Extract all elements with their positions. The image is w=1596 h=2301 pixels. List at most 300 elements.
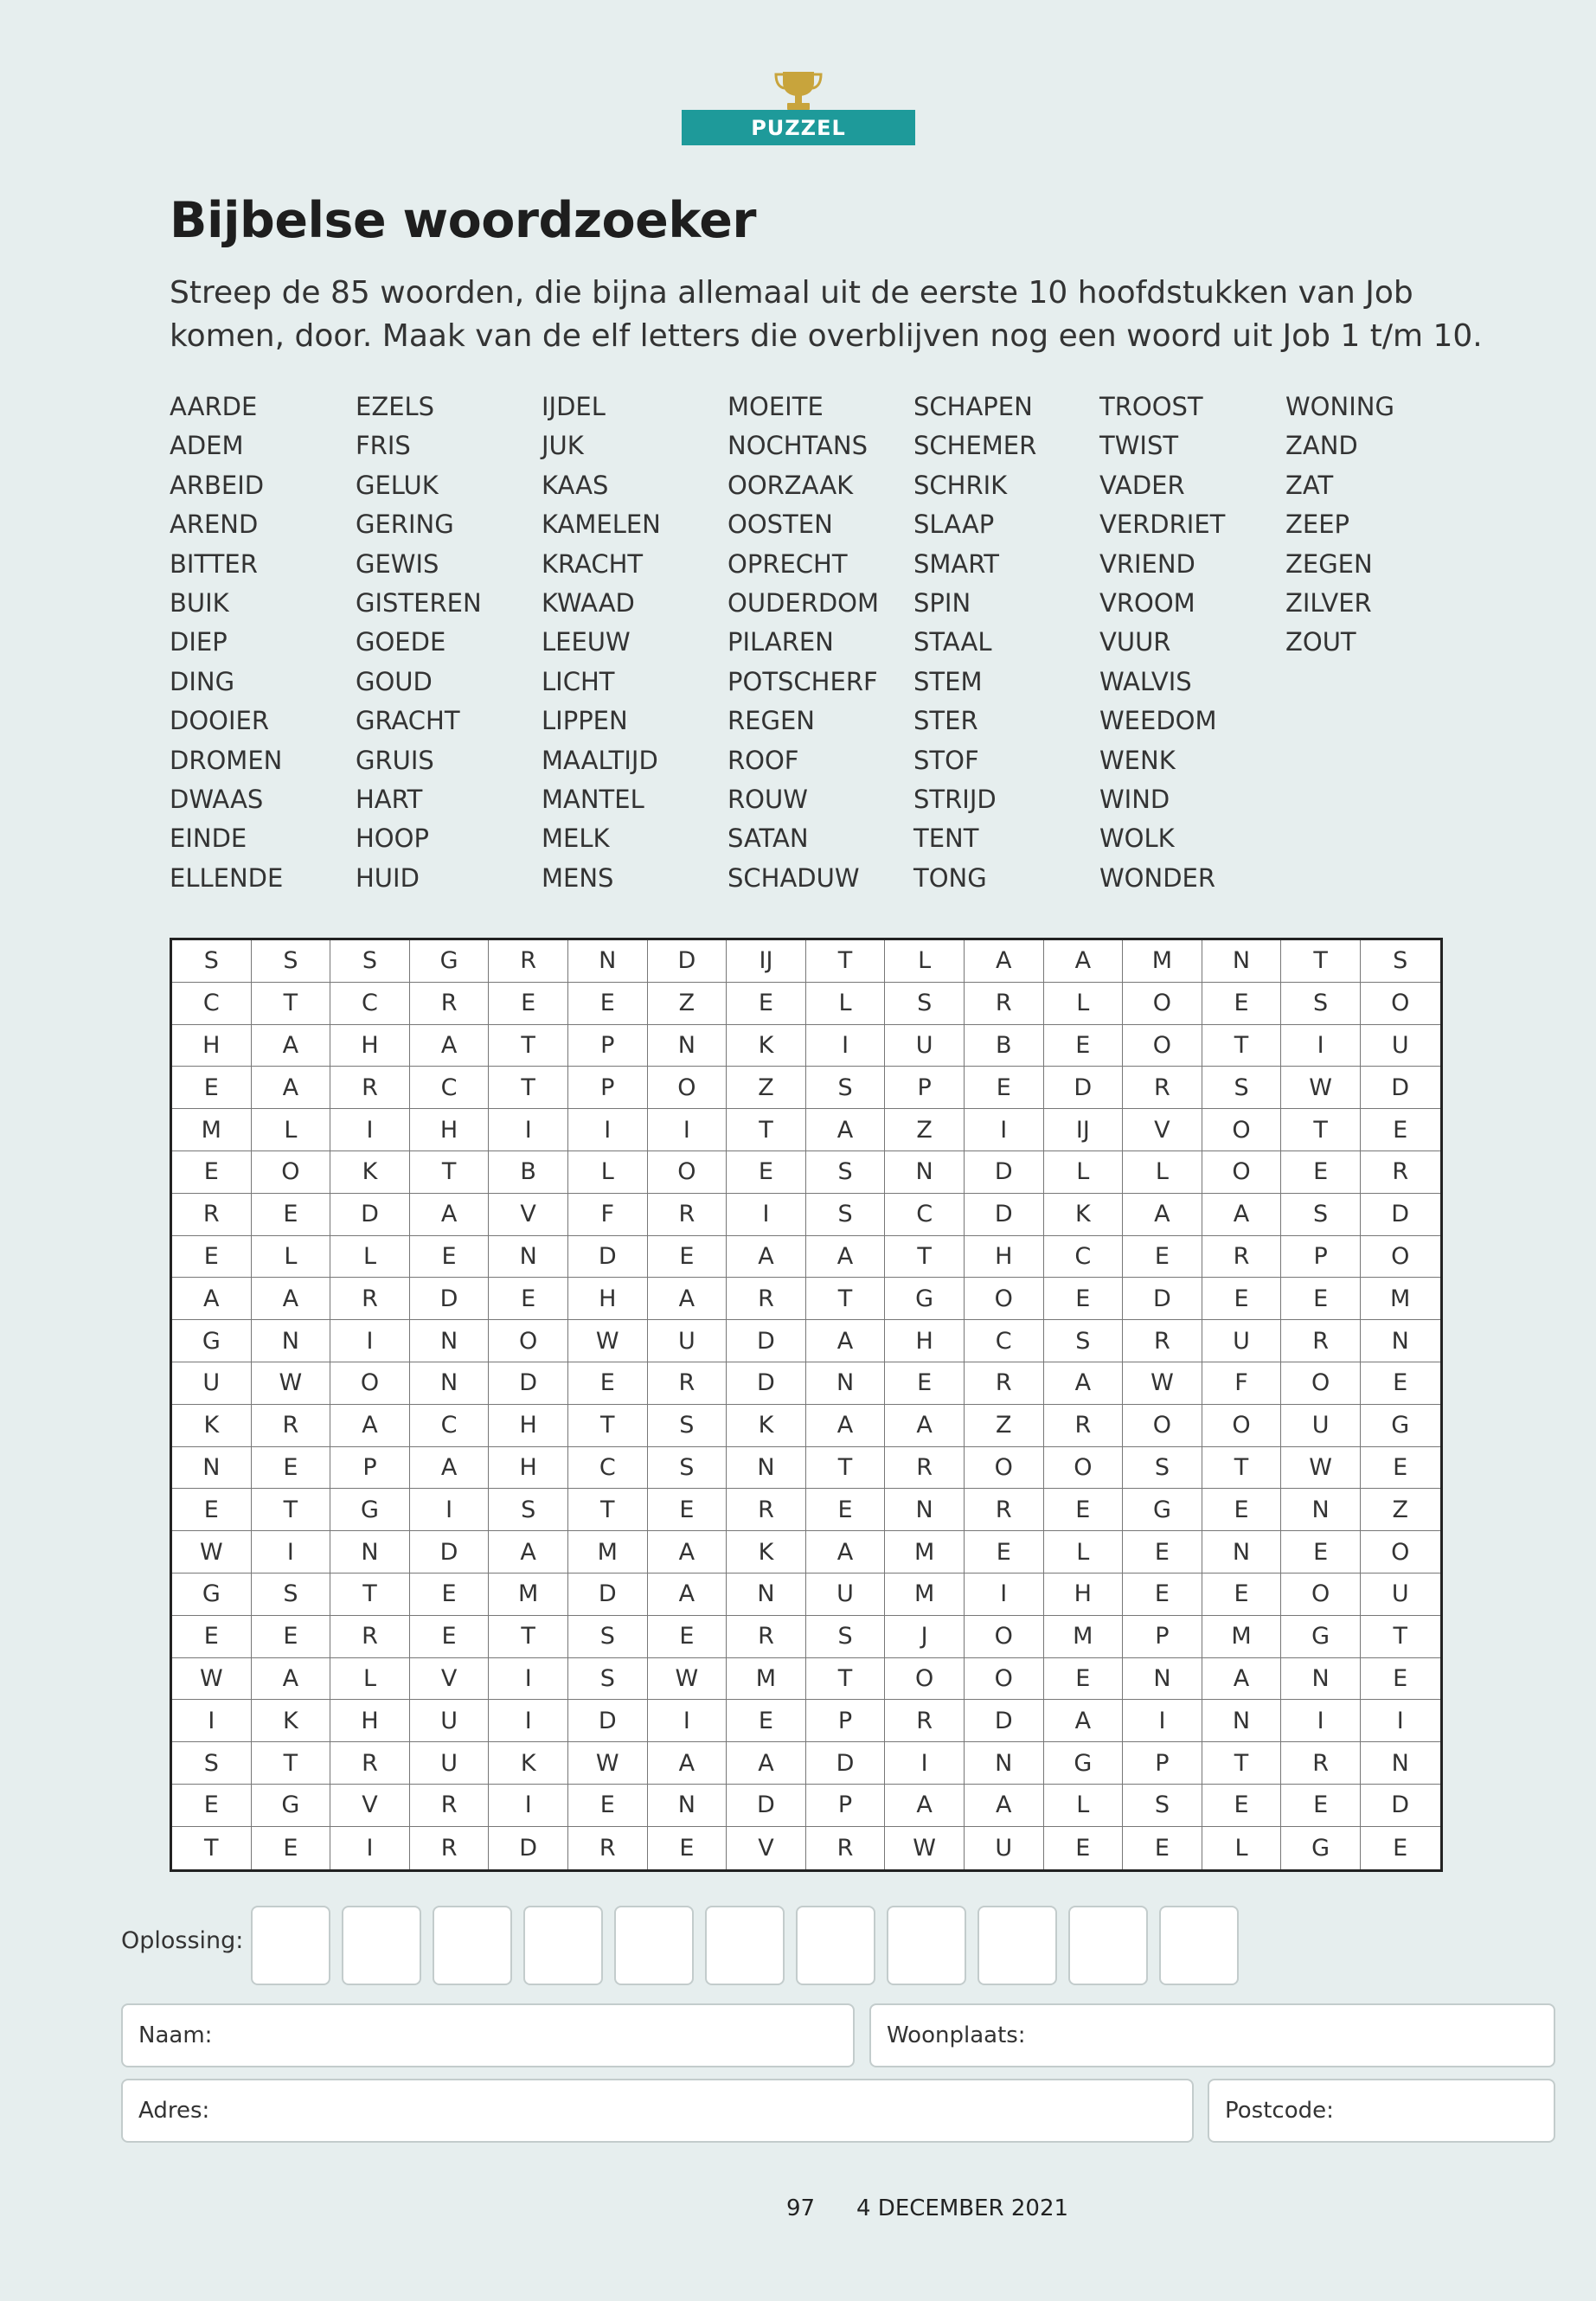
grid-cell[interactable]: C — [410, 1405, 490, 1447]
grid-cell[interactable]: A — [806, 1236, 886, 1279]
grid-cell[interactable]: R — [410, 983, 490, 1025]
grid-cell[interactable]: G — [252, 1785, 331, 1827]
name-field[interactable] — [121, 2003, 855, 2067]
grid-cell[interactable]: R — [330, 1742, 410, 1785]
grid-cell[interactable]: C — [965, 1320, 1044, 1362]
grid-cell[interactable]: N — [727, 1574, 806, 1616]
grid-cell[interactable]: I — [568, 1109, 648, 1151]
grid-cell[interactable]: C — [885, 1194, 965, 1236]
grid-cell[interactable]: E — [410, 1574, 490, 1616]
grid-cell[interactable]: O — [489, 1320, 568, 1362]
grid-cell[interactable]: R — [965, 1362, 1044, 1405]
postcode-field[interactable] — [1208, 2079, 1555, 2143]
grid-cell[interactable]: E — [727, 1700, 806, 1742]
grid-cell[interactable]: D — [965, 1151, 1044, 1194]
grid-cell[interactable]: T — [568, 1489, 648, 1531]
grid-cell[interactable]: M — [489, 1574, 568, 1616]
grid-cell[interactable]: R — [330, 1067, 410, 1109]
grid-cell[interactable]: O — [1361, 983, 1440, 1025]
grid-cell[interactable]: D — [568, 1700, 648, 1742]
grid-cell[interactable]: U — [1202, 1320, 1282, 1362]
grid-cell[interactable]: U — [410, 1742, 490, 1785]
grid-cell[interactable]: D — [489, 1362, 568, 1405]
grid-cell[interactable]: E — [648, 1236, 727, 1279]
grid-cell[interactable]: L — [885, 940, 965, 983]
grid-cell[interactable]: W — [252, 1362, 331, 1405]
grid-cell[interactable]: N — [885, 1151, 965, 1194]
grid-cell[interactable]: I — [806, 1025, 886, 1067]
grid-cell[interactable]: G — [172, 1320, 252, 1362]
grid-cell[interactable]: D — [727, 1362, 806, 1405]
grid-cell[interactable]: E — [1202, 983, 1282, 1025]
grid-cell[interactable]: R — [1281, 1320, 1361, 1362]
grid-cell[interactable]: D — [1123, 1278, 1202, 1320]
grid-cell[interactable]: B — [965, 1025, 1044, 1067]
solution-box[interactable] — [977, 1906, 1057, 1985]
grid-cell[interactable]: N — [806, 1362, 886, 1405]
grid-cell[interactable]: K — [1044, 1194, 1124, 1236]
grid-cell[interactable]: N — [172, 1447, 252, 1490]
grid-cell[interactable]: L — [1044, 1151, 1124, 1194]
grid-cell[interactable]: U — [885, 1025, 965, 1067]
grid-cell[interactable]: T — [1361, 1616, 1440, 1658]
grid-cell[interactable]: A — [1202, 1194, 1282, 1236]
grid-cell[interactable]: D — [410, 1531, 490, 1574]
grid-cell[interactable]: A — [1044, 940, 1124, 983]
grid-cell[interactable]: V — [1123, 1109, 1202, 1151]
grid-cell[interactable]: E — [965, 1531, 1044, 1574]
grid-cell[interactable]: E — [252, 1447, 331, 1490]
grid-cell[interactable]: N — [410, 1362, 490, 1405]
grid-cell[interactable]: A — [648, 1742, 727, 1785]
grid-cell[interactable]: E — [252, 1827, 331, 1869]
grid-cell[interactable]: U — [1281, 1405, 1361, 1447]
grid-cell[interactable]: E — [489, 1278, 568, 1320]
grid-cell[interactable]: A — [727, 1742, 806, 1785]
grid-cell[interactable]: N — [1361, 1742, 1440, 1785]
grid-cell[interactable]: G — [410, 940, 490, 983]
grid-cell[interactable]: E — [1123, 1827, 1202, 1869]
grid-cell[interactable]: E — [965, 1067, 1044, 1109]
grid-cell[interactable]: IJ — [727, 940, 806, 983]
solution-box[interactable] — [1159, 1906, 1239, 1985]
grid-cell[interactable]: L — [1123, 1151, 1202, 1194]
grid-cell[interactable]: G — [1044, 1742, 1124, 1785]
grid-cell[interactable]: D — [1361, 1067, 1440, 1109]
grid-cell[interactable]: E — [648, 1616, 727, 1658]
grid-cell[interactable]: O — [1361, 1531, 1440, 1574]
grid-cell[interactable]: E — [1044, 1827, 1124, 1869]
grid-cell[interactable]: S — [885, 983, 965, 1025]
grid-cell[interactable]: E — [568, 983, 648, 1025]
grid-cell[interactable]: A — [965, 940, 1044, 983]
grid-cell[interactable]: A — [1044, 1700, 1124, 1742]
grid-cell[interactable]: E — [885, 1362, 965, 1405]
grid-cell[interactable]: O — [1281, 1362, 1361, 1405]
grid-cell[interactable]: E — [1123, 1531, 1202, 1574]
grid-cell[interactable]: K — [727, 1405, 806, 1447]
grid-cell[interactable]: S — [806, 1067, 886, 1109]
grid-cell[interactable]: E — [1202, 1785, 1282, 1827]
grid-cell[interactable]: I — [1281, 1025, 1361, 1067]
grid-cell[interactable]: A — [648, 1278, 727, 1320]
grid-cell[interactable]: Z — [648, 983, 727, 1025]
grid-cell[interactable]: I — [330, 1109, 410, 1151]
grid-cell[interactable]: S — [252, 940, 331, 983]
grid-cell[interactable]: N — [252, 1320, 331, 1362]
grid-cell[interactable]: K — [330, 1151, 410, 1194]
grid-cell[interactable]: A — [806, 1109, 886, 1151]
grid-cell[interactable]: S — [1361, 940, 1440, 983]
grid-cell[interactable]: E — [252, 1616, 331, 1658]
grid-cell[interactable]: T — [806, 1658, 886, 1701]
grid-cell[interactable]: E — [568, 1362, 648, 1405]
grid-cell[interactable]: N — [727, 1447, 806, 1490]
grid-cell[interactable]: W — [172, 1658, 252, 1701]
grid-cell[interactable]: D — [965, 1194, 1044, 1236]
grid-cell[interactable]: W — [568, 1320, 648, 1362]
grid-cell[interactable]: A — [648, 1574, 727, 1616]
grid-cell[interactable]: N — [1202, 1700, 1282, 1742]
grid-cell[interactable]: M — [1202, 1616, 1282, 1658]
grid-cell[interactable]: E — [1202, 1278, 1282, 1320]
grid-cell[interactable]: C — [172, 983, 252, 1025]
grid-cell[interactable]: T — [330, 1574, 410, 1616]
grid-cell[interactable]: N — [1281, 1489, 1361, 1531]
grid-cell[interactable]: A — [252, 1025, 331, 1067]
grid-cell[interactable]: S — [568, 1658, 648, 1701]
grid-cell[interactable]: N — [965, 1742, 1044, 1785]
grid-cell[interactable]: D — [965, 1700, 1044, 1742]
grid-cell[interactable]: I — [489, 1700, 568, 1742]
grid-cell[interactable]: I — [489, 1785, 568, 1827]
grid-cell[interactable]: N — [1123, 1658, 1202, 1701]
grid-cell[interactable]: O — [885, 1658, 965, 1701]
grid-cell[interactable]: T — [1281, 940, 1361, 983]
grid-cell[interactable]: E — [648, 1489, 727, 1531]
grid-cell[interactable]: P — [806, 1700, 886, 1742]
grid-cell[interactable]: P — [1281, 1236, 1361, 1279]
grid-cell[interactable]: H — [410, 1109, 490, 1151]
grid-cell[interactable]: R — [727, 1616, 806, 1658]
grid-cell[interactable]: R — [806, 1827, 886, 1869]
grid-cell[interactable]: C — [410, 1067, 490, 1109]
grid-cell[interactable]: P — [568, 1025, 648, 1067]
grid-cell[interactable]: E — [1281, 1531, 1361, 1574]
solution-box[interactable] — [433, 1906, 512, 1985]
grid-cell[interactable]: U — [1361, 1574, 1440, 1616]
grid-cell[interactable]: O — [1281, 1574, 1361, 1616]
grid-cell[interactable]: N — [1361, 1320, 1440, 1362]
grid-cell[interactable]: D — [568, 1574, 648, 1616]
solution-box[interactable] — [705, 1906, 785, 1985]
grid-cell[interactable]: E — [568, 1785, 648, 1827]
grid-cell[interactable]: U — [806, 1574, 886, 1616]
grid-cell[interactable]: S — [648, 1405, 727, 1447]
grid-cell[interactable]: G — [1281, 1616, 1361, 1658]
grid-cell[interactable]: O — [965, 1658, 1044, 1701]
grid-cell[interactable]: T — [1202, 1447, 1282, 1490]
grid-cell[interactable]: O — [1202, 1151, 1282, 1194]
grid-cell[interactable]: V — [330, 1785, 410, 1827]
grid-cell[interactable]: E — [172, 1785, 252, 1827]
grid-cell[interactable]: L — [1202, 1827, 1282, 1869]
grid-cell[interactable]: L — [806, 983, 886, 1025]
grid-cell[interactable]: I — [489, 1658, 568, 1701]
grid-cell[interactable]: T — [489, 1616, 568, 1658]
grid-cell[interactable]: T — [489, 1067, 568, 1109]
grid-cell[interactable]: I — [330, 1827, 410, 1869]
grid-cell[interactable]: E — [172, 1489, 252, 1531]
grid-cell[interactable]: R — [965, 983, 1044, 1025]
grid-cell[interactable]: E — [1123, 1574, 1202, 1616]
address-field[interactable] — [121, 2079, 1194, 2143]
grid-cell[interactable]: R — [330, 1616, 410, 1658]
grid-cell[interactable]: T — [410, 1151, 490, 1194]
grid-cell[interactable]: A — [806, 1531, 886, 1574]
grid-cell[interactable]: R — [410, 1827, 490, 1869]
grid-cell[interactable]: G — [330, 1489, 410, 1531]
grid-cell[interactable]: G — [1123, 1489, 1202, 1531]
grid-cell[interactable]: O — [1202, 1109, 1282, 1151]
grid-cell[interactable]: H — [330, 1025, 410, 1067]
grid-cell[interactable]: S — [1281, 983, 1361, 1025]
grid-cell[interactable]: T — [252, 983, 331, 1025]
grid-cell[interactable]: E — [1361, 1447, 1440, 1490]
grid-cell[interactable]: K — [252, 1700, 331, 1742]
grid-cell[interactable]: R — [489, 940, 568, 983]
grid-cell[interactable]: M — [568, 1531, 648, 1574]
grid-cell[interactable]: O — [965, 1278, 1044, 1320]
grid-cell[interactable]: R — [965, 1489, 1044, 1531]
grid-cell[interactable]: K — [727, 1025, 806, 1067]
grid-cell[interactable]: I — [1281, 1700, 1361, 1742]
grid-cell[interactable]: R — [1044, 1405, 1124, 1447]
grid-cell[interactable]: O — [1361, 1236, 1440, 1279]
grid-cell[interactable]: O — [965, 1447, 1044, 1490]
grid-cell[interactable]: S — [330, 940, 410, 983]
grid-cell[interactable]: S — [1123, 1785, 1202, 1827]
grid-cell[interactable]: E — [727, 983, 806, 1025]
grid-cell[interactable]: W — [1281, 1447, 1361, 1490]
grid-cell[interactable]: T — [252, 1742, 331, 1785]
grid-cell[interactable]: L — [330, 1236, 410, 1279]
grid-cell[interactable]: E — [172, 1236, 252, 1279]
grid-cell[interactable]: U — [172, 1362, 252, 1405]
solution-box[interactable] — [614, 1906, 694, 1985]
grid-cell[interactable]: N — [568, 940, 648, 983]
grid-cell[interactable]: E — [1202, 1574, 1282, 1616]
grid-cell[interactable]: D — [330, 1194, 410, 1236]
grid-cell[interactable]: G — [1361, 1405, 1440, 1447]
grid-cell[interactable]: D — [648, 940, 727, 983]
grid-cell[interactable]: A — [410, 1025, 490, 1067]
grid-cell[interactable]: T — [172, 1827, 252, 1869]
grid-cell[interactable]: O — [330, 1362, 410, 1405]
grid-cell[interactable]: P — [1123, 1742, 1202, 1785]
grid-cell[interactable]: E — [1123, 1236, 1202, 1279]
grid-cell[interactable]: E — [1044, 1025, 1124, 1067]
grid-cell[interactable]: T — [806, 1278, 886, 1320]
grid-cell[interactable]: R — [172, 1194, 252, 1236]
grid-cell[interactable]: W — [568, 1742, 648, 1785]
grid-cell[interactable]: P — [330, 1447, 410, 1490]
grid-cell[interactable]: R — [885, 1447, 965, 1490]
grid-cell[interactable]: D — [568, 1236, 648, 1279]
grid-cell[interactable]: I — [965, 1109, 1044, 1151]
grid-cell[interactable]: E — [410, 1236, 490, 1279]
grid-cell[interactable]: E — [489, 983, 568, 1025]
grid-cell[interactable]: S — [1044, 1320, 1124, 1362]
grid-cell[interactable]: T — [727, 1109, 806, 1151]
solution-box[interactable] — [523, 1906, 603, 1985]
grid-cell[interactable]: A — [727, 1236, 806, 1279]
grid-cell[interactable]: A — [410, 1447, 490, 1490]
grid-cell[interactable]: N — [1202, 1531, 1282, 1574]
grid-cell[interactable]: L — [1044, 1785, 1124, 1827]
grid-cell[interactable]: H — [568, 1278, 648, 1320]
grid-cell[interactable]: A — [252, 1658, 331, 1701]
grid-cell[interactable]: E — [1044, 1278, 1124, 1320]
grid-cell[interactable]: T — [1202, 1742, 1282, 1785]
grid-cell[interactable]: O — [648, 1151, 727, 1194]
grid-cell[interactable]: S — [806, 1194, 886, 1236]
grid-cell[interactable]: A — [410, 1194, 490, 1236]
grid-cell[interactable]: R — [1281, 1742, 1361, 1785]
grid-cell[interactable]: A — [1202, 1658, 1282, 1701]
grid-cell[interactable]: E — [1281, 1785, 1361, 1827]
grid-cell[interactable]: S — [172, 940, 252, 983]
grid-cell[interactable]: R — [568, 1827, 648, 1869]
grid-cell[interactable]: T — [885, 1236, 965, 1279]
grid-cell[interactable]: O — [1123, 983, 1202, 1025]
grid-cell[interactable]: M — [727, 1658, 806, 1701]
grid-cell[interactable]: M — [885, 1531, 965, 1574]
grid-cell[interactable]: E — [172, 1067, 252, 1109]
grid-cell[interactable]: T — [489, 1025, 568, 1067]
solution-box[interactable] — [1068, 1906, 1148, 1985]
grid-cell[interactable]: D — [1361, 1194, 1440, 1236]
grid-cell[interactable]: S — [806, 1151, 886, 1194]
grid-cell[interactable]: G — [885, 1278, 965, 1320]
grid-cell[interactable]: S — [1202, 1067, 1282, 1109]
grid-cell[interactable]: L — [252, 1236, 331, 1279]
grid-cell[interactable]: D — [727, 1785, 806, 1827]
solution-box[interactable] — [251, 1906, 330, 1985]
grid-cell[interactable]: E — [252, 1194, 331, 1236]
grid-cell[interactable]: I — [410, 1489, 490, 1531]
grid-cell[interactable]: V — [410, 1658, 490, 1701]
grid-cell[interactable]: I — [727, 1194, 806, 1236]
grid-cell[interactable]: D — [489, 1827, 568, 1869]
grid-cell[interactable]: O — [1123, 1405, 1202, 1447]
grid-cell[interactable]: A — [252, 1067, 331, 1109]
grid-cell[interactable]: R — [1361, 1151, 1440, 1194]
grid-cell[interactable]: N — [489, 1236, 568, 1279]
grid-cell[interactable]: S — [1123, 1447, 1202, 1490]
grid-cell[interactable]: L — [252, 1109, 331, 1151]
grid-cell[interactable]: H — [330, 1700, 410, 1742]
grid-cell[interactable]: R — [648, 1362, 727, 1405]
grid-cell[interactable]: Z — [885, 1109, 965, 1151]
grid-cell[interactable]: A — [489, 1531, 568, 1574]
grid-cell[interactable]: I — [965, 1574, 1044, 1616]
grid-cell[interactable]: O — [648, 1067, 727, 1109]
grid-cell[interactable]: E — [1281, 1151, 1361, 1194]
grid-cell[interactable]: D — [410, 1278, 490, 1320]
grid-cell[interactable]: R — [727, 1489, 806, 1531]
grid-cell[interactable]: J — [885, 1616, 965, 1658]
grid-cell[interactable]: L — [568, 1151, 648, 1194]
grid-cell[interactable]: H — [965, 1236, 1044, 1279]
grid-cell[interactable]: C — [1044, 1236, 1124, 1279]
grid-cell[interactable]: K — [727, 1531, 806, 1574]
grid-cell[interactable]: E — [1361, 1658, 1440, 1701]
grid-cell[interactable]: S — [489, 1489, 568, 1531]
grid-cell[interactable]: T — [806, 940, 886, 983]
grid-cell[interactable]: M — [1044, 1616, 1124, 1658]
grid-cell[interactable]: S — [568, 1616, 648, 1658]
grid-cell[interactable]: P — [1123, 1616, 1202, 1658]
grid-cell[interactable]: U — [648, 1320, 727, 1362]
grid-cell[interactable]: W — [172, 1531, 252, 1574]
grid-cell[interactable]: H — [489, 1447, 568, 1490]
grid-cell[interactable]: E — [1393, 1834, 1408, 1862]
grid-cell[interactable]: R — [727, 1278, 806, 1320]
grid-cell[interactable]: N — [1281, 1658, 1361, 1701]
grid-cell[interactable]: S — [806, 1616, 886, 1658]
grid-cell[interactable]: K — [489, 1742, 568, 1785]
grid-cell[interactable]: E — [410, 1616, 490, 1658]
grid-cell[interactable]: E — [648, 1827, 727, 1869]
grid-cell[interactable]: I — [330, 1320, 410, 1362]
grid-cell[interactable]: M — [1361, 1278, 1440, 1320]
grid-cell[interactable]: R — [330, 1278, 410, 1320]
grid-cell[interactable]: N — [330, 1531, 410, 1574]
grid-cell[interactable]: N — [885, 1489, 965, 1531]
grid-cell[interactable]: H — [172, 1025, 252, 1067]
grid-cell[interactable]: R — [648, 1194, 727, 1236]
grid-cell[interactable]: D — [727, 1320, 806, 1362]
grid-cell[interactable]: E — [1361, 1362, 1440, 1405]
grid-cell[interactable]: U — [965, 1827, 1044, 1869]
grid-cell[interactable]: M — [1123, 940, 1202, 983]
grid-cell[interactable]: F — [568, 1194, 648, 1236]
grid-cell[interactable]: W — [885, 1827, 965, 1869]
grid-cell[interactable]: A — [1044, 1362, 1124, 1405]
grid-cell[interactable]: I — [1361, 1700, 1440, 1742]
grid-cell[interactable]: U — [1361, 1025, 1440, 1067]
grid-cell[interactable]: D — [1044, 1067, 1124, 1109]
grid-cell[interactable]: I — [489, 1109, 568, 1151]
grid-cell[interactable]: N — [1202, 940, 1282, 983]
grid-cell[interactable]: V — [489, 1194, 568, 1236]
grid-cell[interactable]: S — [252, 1574, 331, 1616]
grid-cell[interactable]: P — [568, 1067, 648, 1109]
grid-cell[interactable]: L — [1044, 1531, 1124, 1574]
grid-cell[interactable]: A — [648, 1531, 727, 1574]
grid-cell[interactable]: V — [727, 1827, 806, 1869]
grid-cell[interactable]: A — [806, 1405, 886, 1447]
grid-cell[interactable]: T — [252, 1489, 331, 1531]
grid-cell[interactable]: W — [1281, 1067, 1361, 1109]
grid-cell[interactable]: E — [1044, 1658, 1124, 1701]
grid-cell[interactable]: C — [568, 1447, 648, 1490]
grid-cell[interactable]: I — [648, 1700, 727, 1742]
grid-cell[interactable]: M — [885, 1574, 965, 1616]
grid-cell[interactable]: Z — [1361, 1489, 1440, 1531]
grid-cell[interactable]: S — [648, 1447, 727, 1490]
